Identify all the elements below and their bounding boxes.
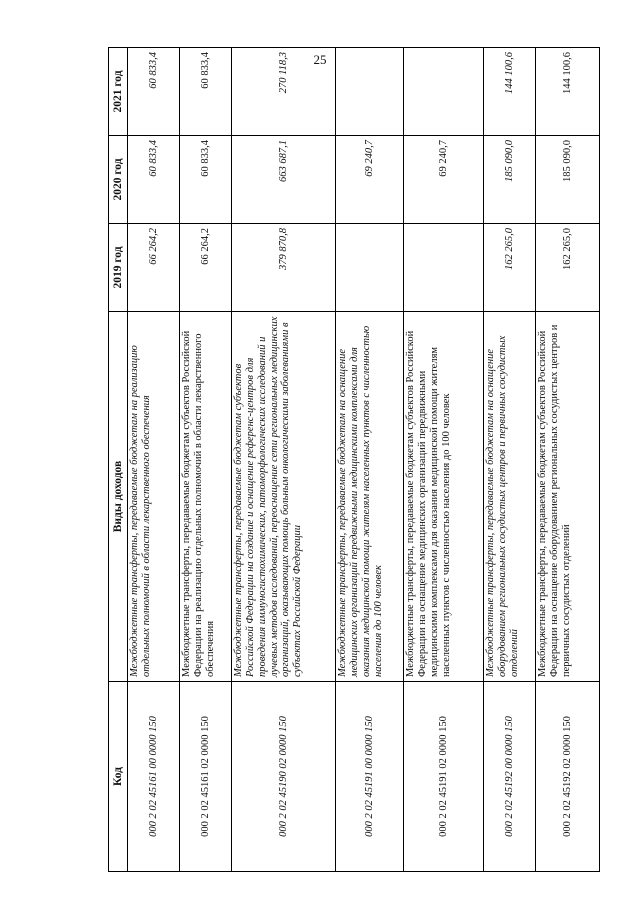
table-row: [336, 48, 404, 872]
row-2020: 69 240,7: [404, 136, 484, 224]
row-2019: 379 870,8: [232, 224, 336, 312]
row-code: 000 2 02 45161 02 0000 150: [180, 682, 232, 872]
row-name: Межбюджетные трансферты, передаваемые бюджетам на оснащение медицинских организаций передвижными медицинскими комплексами для оказания медицинской помощи жителям населенных пунктов с численностью населения до 100 человек: [336, 312, 404, 682]
row-name: Межбюджетные трансферты, передаваемые бюджетам субъектов Российской Федерации на создание и оснащение референс-центров для проведения иммуногистохимических, патоморфологических исследований и лучевых методов исследований, переоснащение сети региональных медицинских организаций, оказывающих помощь больным онкологическими заболеваниями в субъектах Российской Федерации: [232, 312, 336, 682]
table-row: [404, 48, 484, 872]
row-name: Межбюджетные трансферты, передаваемые бюджетам субъектов Российской Федерации на оснащение медицинских организаций передвижными медицинскими комплексами для оказания медицинской помощи жителям населенных пунктов с численностью населения до 100 человек: [404, 312, 484, 682]
row-code: 000 2 02 45161 00 0000 150: [128, 682, 180, 872]
rotated-table-container: [108, 48, 573, 872]
table-row: [536, 48, 600, 872]
row-code: 000 2 02 45190 02 0000 150: [232, 682, 336, 872]
row-code: 000 2 02 45191 00 0000 150: [336, 682, 404, 872]
row-2021: 60 833,4: [180, 48, 232, 136]
table-row: [128, 48, 180, 872]
row-code: 000 2 02 45192 00 0000 150: [484, 682, 536, 872]
table-header-row: [109, 48, 128, 872]
header-name: Виды доходов: [109, 312, 128, 682]
row-2020: 60 833,4: [180, 136, 232, 224]
header-2021: 2021 год: [109, 48, 128, 136]
revenue-table: [108, 47, 600, 872]
row-2021: [336, 48, 404, 136]
row-2021: 270 118,3: [232, 48, 336, 136]
row-code: 000 2 02 45191 02 0000 150: [404, 682, 484, 872]
page-number: 25: [313, 52, 327, 67]
row-2020: 185 090,0: [484, 136, 536, 224]
table-body: [128, 48, 600, 872]
row-code: 000 2 02 45192 02 0000 150: [536, 682, 600, 872]
row-name: Межбюджетные трансферты, передаваемые бюджетам субъектов Российской Федерации на реализацию отдельных полномочий в области лекарственного обеспечения: [180, 312, 232, 682]
row-2020: 60 833,4: [128, 136, 180, 224]
header-2020: 2020 год: [109, 136, 128, 224]
row-2020: 663 687,1: [232, 136, 336, 224]
table-row: [180, 48, 232, 872]
row-2019: [404, 224, 484, 312]
row-2020: 69 240,7: [336, 136, 404, 224]
row-name: Межбюджетные трансферты, передаваемые бюджетам субъектов Российской Федерации на оснащение оборудованием региональных сосудистых центров и первичных сосудистых отделений: [536, 312, 600, 682]
row-2019: 162 265,0: [536, 224, 600, 312]
header-code: Код: [109, 682, 128, 872]
header-2019: 2019 год: [109, 224, 128, 312]
row-2019: 162 265,0: [484, 224, 536, 312]
row-name: Межбюджетные трансферты, передаваемые бюджетам на реализацию отдельных полномочий в области лекарственного обеспечения: [128, 312, 180, 682]
table-row: [484, 48, 536, 872]
row-2021: 144 100,6: [484, 48, 536, 136]
row-2021: 60 833,4: [128, 48, 180, 136]
table-row: [232, 48, 336, 872]
row-2019: [336, 224, 404, 312]
row-2019: 66 264,2: [180, 224, 232, 312]
row-2020: 185 090,0: [536, 136, 600, 224]
row-2019: 66 264,2: [128, 224, 180, 312]
row-2021: 144 100,6: [536, 48, 600, 136]
row-name: Межбюджетные трансферты, передаваемые бюджетам на оснащение оборудованием региональных сосудистых центров и первичных сосудистых отделений: [484, 312, 536, 682]
row-2021: [404, 48, 484, 136]
